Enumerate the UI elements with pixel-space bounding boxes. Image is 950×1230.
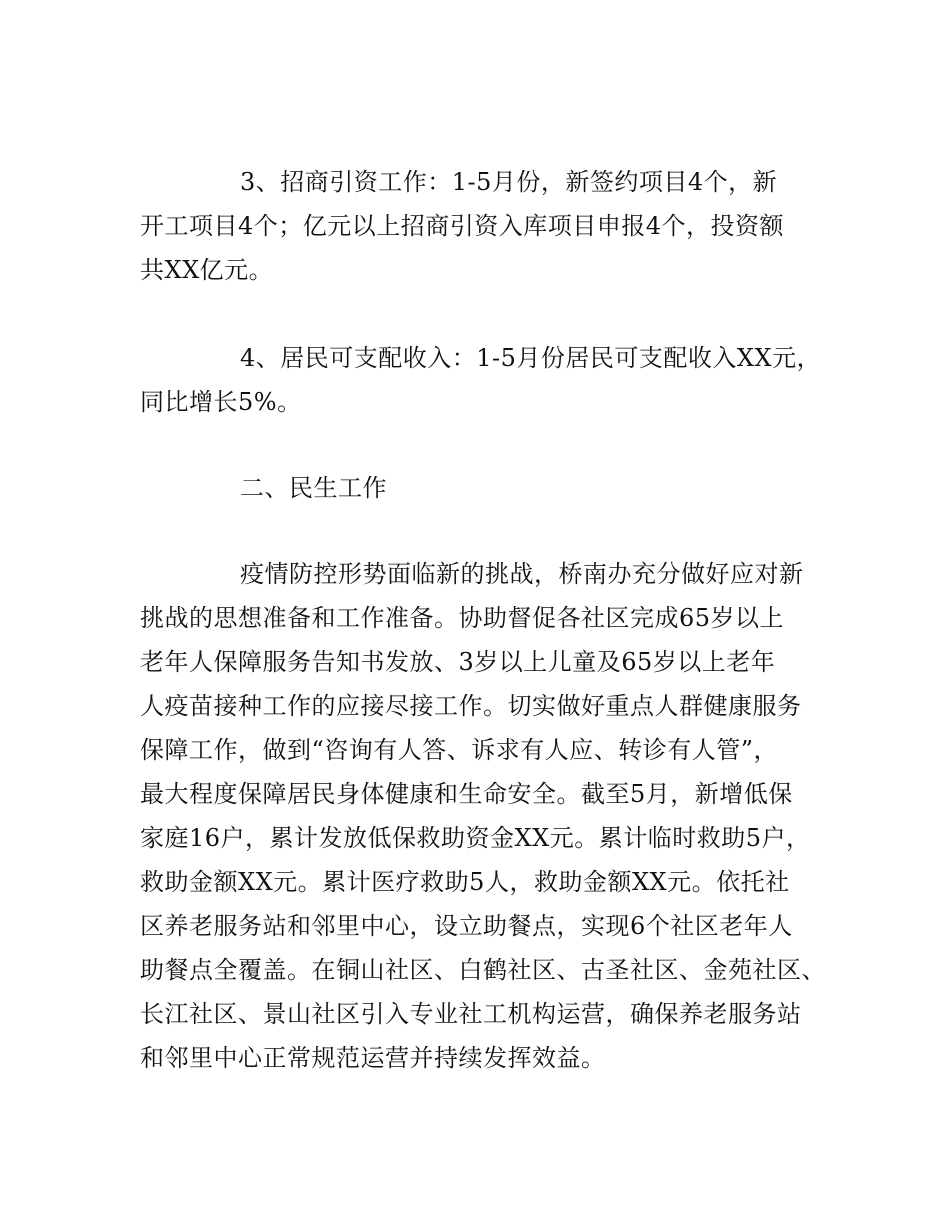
paragraph-line: 开工项目4个；亿元以上招商引资入库项目申报4个，投资额: [140, 212, 785, 240]
paragraph-line: 区养老服务站和邻里中心，设立助餐点，实现6个社区老年人: [140, 912, 793, 940]
paragraph-income: [140, 336, 830, 424]
paragraph-line: 老年人保障服务告知书发放、3岁以上儿童及65岁以上老年: [140, 648, 776, 676]
paragraph-livelihood: [140, 552, 830, 1080]
paragraph-line: 长江社区、景山社区引入专业社工机构运营，确保养老服务站: [140, 1000, 802, 1028]
paragraph-line: 4、居民可支配收入：1-5月份居民可支配收入XX元，: [240, 344, 822, 372]
paragraph-line: 同比增长5%。: [140, 388, 302, 416]
paragraph-line: 疫情防控形势面临新的挑战，桥南办充分做好应对新: [240, 560, 804, 588]
paragraph-line: 3、招商引资工作：1-5月份，新签约项目4个，新: [240, 168, 778, 196]
paragraph-line: 助餐点全覆盖。在铜山社区、白鹤社区、古圣社区、金苑社区、: [140, 956, 826, 984]
paragraph-line: 救助金额XX元。累计医疗救助5人，救助金额XX元。依托社: [140, 868, 790, 896]
paragraph-line: 和邻里中心正常规范运营并持续发挥效益。: [140, 1044, 606, 1072]
paragraph-line: 家庭16户，累计发放低保救助资金XX元。累计临时救助5户，: [140, 824, 811, 852]
paragraph-line: 共XX亿元。: [140, 256, 274, 284]
section-heading: [140, 466, 830, 510]
paragraph-line: 最大程度保障居民身体健康和生命安全。截至5月，新增低保: [140, 780, 793, 808]
paragraph-investment: [140, 160, 830, 292]
paragraph-line: 保障工作，做到“咨询有人答、诉求有人应、转诊有人管”，: [140, 736, 779, 764]
paragraph-line: 挑战的思想准备和工作准备。协助督促各社区完成65岁以上: [140, 604, 785, 632]
section-heading-text: 二、民生工作: [240, 474, 387, 502]
paragraph-line: 人疫苗接种工作的应接尽接工作。切实做好重点人群健康服务: [140, 692, 802, 720]
